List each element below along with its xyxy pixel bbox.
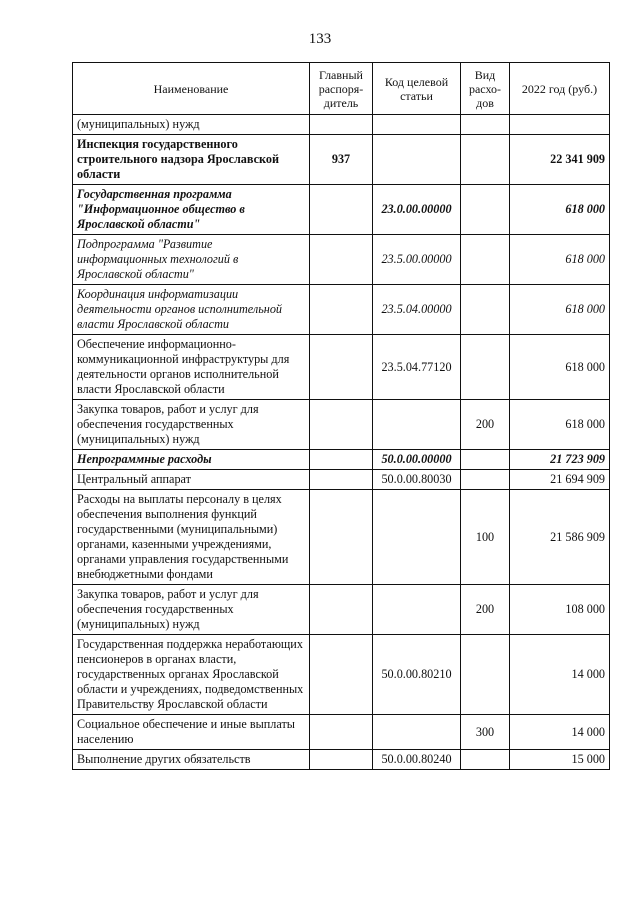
- table-row: [73, 450, 610, 470]
- table-row: [73, 285, 610, 335]
- row-grbs: [310, 635, 373, 715]
- row-name: Координация информатизации деятельности органов исполнительной власти Ярославской области: [73, 285, 310, 335]
- row-grbs: [310, 285, 373, 335]
- row-vr: 200: [461, 585, 510, 635]
- row-name: Инспекция государственного строительного надзора Ярославской области: [73, 135, 310, 185]
- row-amount: 22 341 909: [510, 135, 610, 185]
- row-csr: 23.5.00.00000: [373, 235, 461, 285]
- header-name: Наименование: [73, 63, 310, 115]
- row-name: Государственная поддержка неработающих пенсионеров в органах власти, государственных органах Ярославской области и учреждениях, подведомственных Правительству Ярославской области: [73, 635, 310, 715]
- row-amount: 15 000: [510, 750, 610, 770]
- row-amount: 618 000: [510, 185, 610, 235]
- header-csr: Код целевой статьи: [373, 63, 461, 115]
- row-csr: [373, 135, 461, 185]
- row-name: Социальное обеспечение и иные выплаты населению: [73, 715, 310, 750]
- row-amount: 618 000: [510, 400, 610, 450]
- row-csr: 50.0.00.00000: [373, 450, 461, 470]
- row-amount: 14 000: [510, 635, 610, 715]
- row-grbs: 937: [310, 135, 373, 185]
- row-vr: [461, 285, 510, 335]
- table-row: [73, 185, 610, 235]
- row-name: Закупка товаров, работ и услуг для обеспечения государственных (муниципальных) нужд: [73, 400, 310, 450]
- row-grbs: [310, 585, 373, 635]
- budget-table: [72, 62, 610, 770]
- row-grbs: [310, 490, 373, 585]
- row-name: Центральный аппарат: [73, 470, 310, 490]
- row-amount: 14 000: [510, 715, 610, 750]
- row-csr: [373, 585, 461, 635]
- row-vr: 200: [461, 400, 510, 450]
- row-amount: 618 000: [510, 335, 610, 400]
- table-row: [73, 715, 610, 750]
- row-csr: [373, 490, 461, 585]
- row-grbs: [310, 235, 373, 285]
- row-vr: [461, 115, 510, 135]
- row-grbs: [310, 400, 373, 450]
- row-name: Расходы на выплаты персоналу в целях обеспечения выполнения функций государственными (муниципальными) органами, казенными учреждениями, органами управления государственными внебюджетными фондами: [73, 490, 310, 585]
- row-vr: [461, 135, 510, 185]
- row-grbs: [310, 115, 373, 135]
- row-csr: [373, 400, 461, 450]
- row-csr: 50.0.00.80030: [373, 470, 461, 490]
- row-vr: [461, 635, 510, 715]
- row-amount: 618 000: [510, 235, 610, 285]
- header-amount: 2022 год (руб.): [510, 63, 610, 115]
- row-grbs: [310, 185, 373, 235]
- row-name: Обеспечение информационно-коммуникационной инфраструктуры для деятельности органов исполнительной власти Ярославской области: [73, 335, 310, 400]
- table-row: [73, 635, 610, 715]
- row-vr: 100: [461, 490, 510, 585]
- table-row: [73, 490, 610, 585]
- row-vr: [461, 185, 510, 235]
- row-grbs: [310, 470, 373, 490]
- row-grbs: [310, 450, 373, 470]
- table-row: [73, 335, 610, 400]
- row-amount: 618 000: [510, 285, 610, 335]
- table-row: [73, 585, 610, 635]
- header-grbs: Главный распоря-дитель: [310, 63, 373, 115]
- table-row: [73, 115, 610, 135]
- table-row: [73, 750, 610, 770]
- header-vr: Вид расхо-дов: [461, 63, 510, 115]
- row-name: Подпрограмма "Развитие информационных технологий в Ярославской области": [73, 235, 310, 285]
- row-csr: 50.0.00.80240: [373, 750, 461, 770]
- row-amount: 108 000: [510, 585, 610, 635]
- row-vr: [461, 450, 510, 470]
- table-header-row: [73, 63, 610, 115]
- row-amount: 21 694 909: [510, 470, 610, 490]
- row-csr: [373, 115, 461, 135]
- row-grbs: [310, 750, 373, 770]
- table-row: [73, 135, 610, 185]
- row-csr: 23.5.04.00000: [373, 285, 461, 335]
- row-grbs: [310, 335, 373, 400]
- row-csr: 50.0.00.80210: [373, 635, 461, 715]
- row-amount: [510, 115, 610, 135]
- row-grbs: [310, 715, 373, 750]
- row-vr: [461, 470, 510, 490]
- row-vr: 300: [461, 715, 510, 750]
- row-amount: 21 723 909: [510, 450, 610, 470]
- row-name: Выполнение других обязательств: [73, 750, 310, 770]
- row-name: Государственная программа "Информационное общество в Ярославской области": [73, 185, 310, 235]
- row-csr: 23.5.04.77120: [373, 335, 461, 400]
- row-amount: 21 586 909: [510, 490, 610, 585]
- page-number: 133: [308, 31, 332, 47]
- row-vr: [461, 335, 510, 400]
- row-csr: 23.0.00.00000: [373, 185, 461, 235]
- row-name: Закупка товаров, работ и услуг для обеспечения государственных (муниципальных) нужд: [73, 585, 310, 635]
- table-row: [73, 400, 610, 450]
- row-vr: [461, 750, 510, 770]
- row-name: (муниципальных) нужд: [73, 115, 310, 135]
- row-vr: [461, 235, 510, 285]
- table-row: [73, 235, 610, 285]
- row-name: Непрограммные расходы: [73, 450, 310, 470]
- row-csr: [373, 715, 461, 750]
- table-row: [73, 470, 610, 490]
